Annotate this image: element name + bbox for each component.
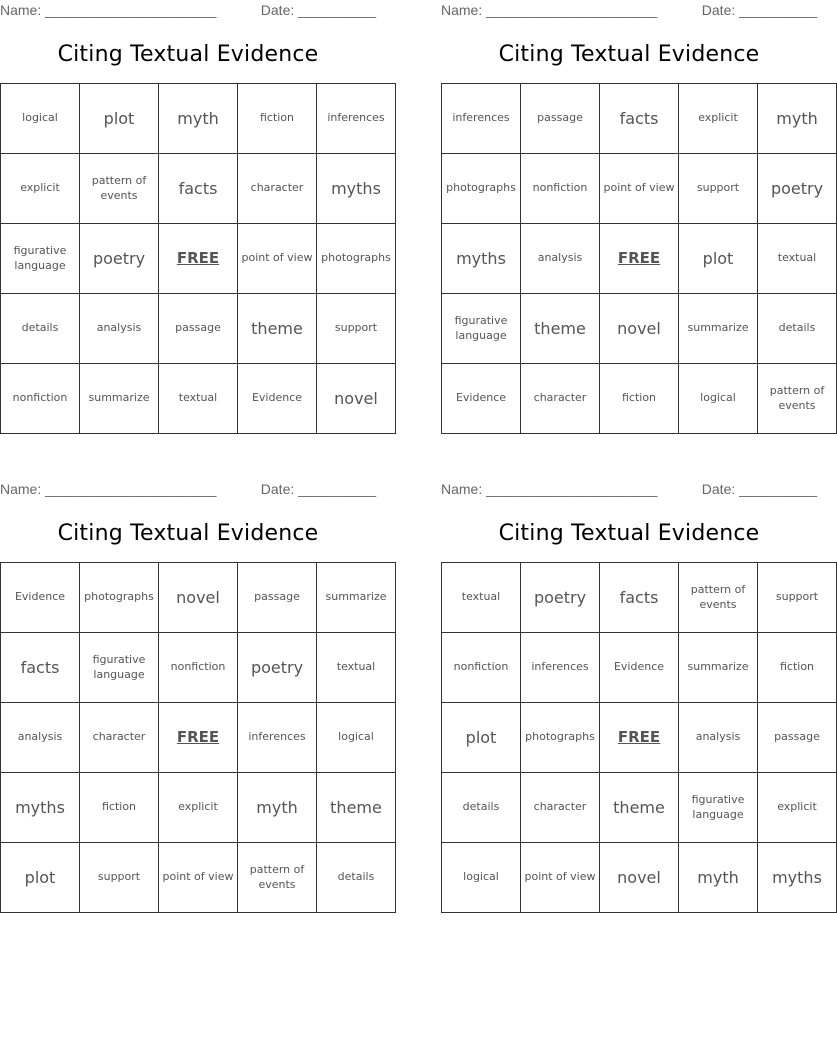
bingo-cell: logical (442, 843, 521, 913)
bingo-cell: theme (238, 294, 317, 364)
bingo-cell: facts (600, 563, 679, 633)
bingo-cell: textual (758, 224, 837, 294)
bingo-cell: figurative language (679, 773, 758, 843)
bingo-cell: point of view (521, 843, 600, 913)
bingo-cell: pattern of events (758, 364, 837, 434)
bingo-cell: inferences (238, 703, 317, 773)
card-title: Citing Textual Evidence (57, 42, 319, 67)
bingo-cell: passage (238, 563, 317, 633)
grid-row (1, 633, 396, 703)
bingo-cell: novel (317, 364, 396, 434)
bingo-cell: theme (317, 773, 396, 843)
bingo-cell: fiction (238, 84, 317, 154)
bingo-cell: support (80, 843, 159, 913)
bingo-cell: pattern of events (80, 154, 159, 224)
bingo-cell: logical (317, 703, 396, 773)
name-field-label: Name: ______________________ (441, 2, 658, 18)
grid-row (442, 84, 837, 154)
bingo-cell: theme (600, 773, 679, 843)
bingo-cell: details (317, 843, 396, 913)
bingo-cell: facts (1, 633, 80, 703)
bingo-cell: photographs (80, 563, 159, 633)
bingo-grid (0, 83, 396, 434)
bingo-cell: poetry (80, 224, 159, 294)
bingo-cell: figurative language (80, 633, 159, 703)
bingo-card-4 (441, 479, 822, 913)
bingo-cell: myths (317, 154, 396, 224)
bingo-cell: Evidence (238, 364, 317, 434)
grid-row (1, 364, 396, 434)
date-field-label: Date: __________ (260, 481, 376, 497)
date-field-label: Date: __________ (260, 2, 376, 18)
bingo-cell: details (442, 773, 521, 843)
name-field-label: Name: ______________________ (0, 2, 217, 18)
bingo-cell: nonfiction (1, 364, 80, 434)
bingo-grid (0, 562, 396, 913)
bingo-cell: Evidence (600, 633, 679, 703)
card-header (441, 0, 817, 22)
bingo-cell: myths (442, 224, 521, 294)
bingo-card-2 (441, 0, 825, 434)
bingo-cell: poetry (238, 633, 317, 703)
bingo-cell: myth (758, 84, 837, 154)
bingo-cell: fiction (758, 633, 837, 703)
bingo-cell: figurative language (1, 224, 80, 294)
date-field-label: Date: __________ (701, 2, 817, 18)
card-title: Citing Textual Evidence (498, 42, 760, 67)
bingo-cell: plot (679, 224, 758, 294)
grid-row (1, 563, 396, 633)
bingo-cell: summarize (679, 294, 758, 364)
bingo-cell: explicit (758, 773, 837, 843)
bingo-cell: Evidence (1, 563, 80, 633)
bingo-cell: plot (1, 843, 80, 913)
bingo-cell: textual (159, 364, 238, 434)
bingo-grid (441, 83, 837, 434)
bingo-cell: point of view (238, 224, 317, 294)
bingo-cell: explicit (679, 84, 758, 154)
bingo-cell: summarize (317, 563, 396, 633)
free-space-cell: FREE (600, 224, 679, 294)
free-space-cell: FREE (159, 703, 238, 773)
grid-row (442, 633, 837, 703)
bingo-cell: fiction (80, 773, 159, 843)
bingo-cell: logical (679, 364, 758, 434)
grid-row (442, 364, 837, 434)
bingo-cell: nonfiction (442, 633, 521, 703)
grid-row (1, 843, 396, 913)
bingo-cell: analysis (679, 703, 758, 773)
bingo-cell: inferences (521, 633, 600, 703)
bingo-cell: summarize (679, 633, 758, 703)
bingo-cell: pattern of events (238, 843, 317, 913)
date-field-label: Date: __________ (701, 481, 817, 497)
bingo-cell: logical (1, 84, 80, 154)
bingo-cell: fiction (600, 364, 679, 434)
bingo-cell: passage (159, 294, 238, 364)
bingo-cell: explicit (1, 154, 80, 224)
card-title: Citing Textual Evidence (57, 521, 319, 546)
bingo-cell: point of view (600, 154, 679, 224)
grid-row (442, 773, 837, 843)
bingo-cell: character (521, 773, 600, 843)
card-header (441, 479, 817, 501)
bingo-cell: myth (159, 84, 238, 154)
bingo-cell: inferences (442, 84, 521, 154)
bingo-cell: novel (600, 294, 679, 364)
bingo-cell: novel (600, 843, 679, 913)
bingo-cell: analysis (521, 224, 600, 294)
bingo-cell: photographs (442, 154, 521, 224)
free-space-cell: FREE (159, 224, 238, 294)
bingo-cell: point of view (159, 843, 238, 913)
bingo-cell: Evidence (442, 364, 521, 434)
card-header (0, 0, 376, 22)
bingo-cell: nonfiction (521, 154, 600, 224)
grid-row (1, 294, 396, 364)
bingo-cell: character (238, 154, 317, 224)
grid-row (1, 84, 396, 154)
grid-row (1, 703, 396, 773)
bingo-grid (441, 562, 837, 913)
bingo-cell: character (521, 364, 600, 434)
bingo-cell: theme (521, 294, 600, 364)
bingo-cell: novel (159, 563, 238, 633)
bingo-cell: myths (1, 773, 80, 843)
bingo-cell: summarize (80, 364, 159, 434)
name-field-label: Name: ______________________ (0, 481, 217, 497)
bingo-card-1 (0, 0, 391, 434)
grid-row (442, 154, 837, 224)
bingo-cell: details (758, 294, 837, 364)
grid-row (1, 773, 396, 843)
bingo-cell: analysis (1, 703, 80, 773)
bingo-cell: pattern of events (679, 563, 758, 633)
card-header (0, 479, 376, 501)
bingo-cell: myth (679, 843, 758, 913)
grid-row (442, 703, 837, 773)
bingo-cell: poetry (521, 563, 600, 633)
grid-row (1, 224, 396, 294)
grid-row (1, 154, 396, 224)
grid-row (442, 224, 837, 294)
bingo-cell: plot (442, 703, 521, 773)
bingo-cell: plot (80, 84, 159, 154)
bingo-cell: support (317, 294, 396, 364)
bingo-cell: character (80, 703, 159, 773)
bingo-cell: support (679, 154, 758, 224)
bingo-cell: nonfiction (159, 633, 238, 703)
bingo-cell: poetry (758, 154, 837, 224)
bingo-card-3 (0, 479, 387, 913)
bingo-cell: inferences (317, 84, 396, 154)
free-space-cell: FREE (600, 703, 679, 773)
bingo-cell: facts (159, 154, 238, 224)
bingo-cell: myth (238, 773, 317, 843)
grid-row (442, 563, 837, 633)
card-title: Citing Textual Evidence (498, 521, 760, 546)
bingo-cell: textual (317, 633, 396, 703)
bingo-cell: analysis (80, 294, 159, 364)
name-field-label: Name: ______________________ (441, 481, 658, 497)
bingo-cell: facts (600, 84, 679, 154)
bingo-cell: explicit (159, 773, 238, 843)
grid-row (442, 843, 837, 913)
bingo-cell: details (1, 294, 80, 364)
grid-row (442, 294, 837, 364)
bingo-cell: passage (758, 703, 837, 773)
bingo-cell: photographs (521, 703, 600, 773)
bingo-cell: passage (521, 84, 600, 154)
bingo-cell: myths (758, 843, 837, 913)
bingo-cell: photographs (317, 224, 396, 294)
bingo-cell: textual (442, 563, 521, 633)
bingo-cell: support (758, 563, 837, 633)
bingo-cell: figurative language (442, 294, 521, 364)
